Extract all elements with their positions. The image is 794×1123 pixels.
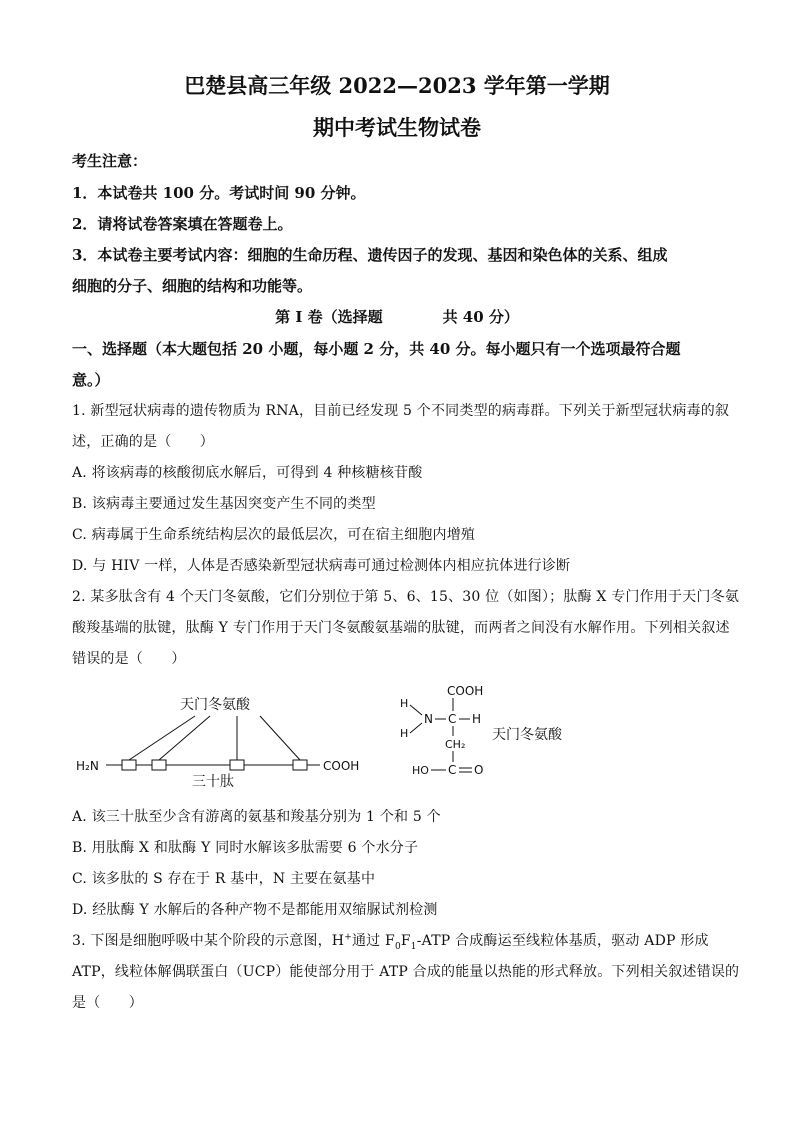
struct-c2: C	[448, 763, 457, 777]
section-instruction: 一、选择题（本大题包括 20 小题，每小题 2 分，共 40 分。每小题只有一个选项最符合题	[72, 340, 681, 358]
section-instruction: 意。）	[72, 371, 110, 389]
section-title: 第 I 卷（选择题 共 40 分）	[275, 308, 519, 326]
struct-ch2: CH₂	[445, 738, 466, 751]
residue-5-box	[122, 760, 136, 770]
question-1-option-a: A. 将该病毒的核酸彻底水解后，可得到 4 种核糖核苷酸	[72, 465, 423, 481]
struct-h-bottom: H	[400, 727, 409, 740]
question-3-stem: ATP，线粒体解偶联蛋白（UCP）能使部分用于 ATP 合成的能量以热能的形式释放。下列相关叙述错误的	[72, 964, 740, 980]
exam-title-line1: 巴楚县高三年级 2022—2023 学年第一学期	[184, 73, 610, 98]
question-2-stem: 酸羧基端的肽键，肽酶 Y 专门作用于天门冬氨酸氨基端的肽键，而两者之间没有水解作用。下列相关叙述	[72, 620, 730, 636]
residue-6-box	[152, 760, 166, 770]
superscript: +	[344, 932, 352, 943]
question-2-option-d: D. 经肽酶 Y 水解后的各种产物不是都能用双缩脲试剂检测	[72, 902, 438, 918]
notice-item: 3．本试卷主要考试内容：细胞的生命历程、遗传因子的发现、基因和染色体的关系、组成	[72, 246, 668, 264]
question-1-option-b: B. 该病毒主要通过发生基因突变产生不同的类型	[72, 496, 376, 512]
n-terminus-label: H₂N	[76, 759, 99, 773]
c-terminus-label: COOH	[323, 759, 360, 773]
struct-h-right: H	[472, 712, 482, 726]
question-1-option-c: C. 病毒属于生命系统结构层次的最低层次，可在宿主细胞内增殖	[72, 527, 476, 543]
question-2-stem: 错误的是（ ）	[72, 651, 186, 667]
notice-item: 2．请将试卷答案填在答题卷上。	[72, 215, 293, 233]
question-2-option-b: B. 用肽酶 X 和肽酶 Y 同时水解该多肽需要 6 个水分子	[72, 840, 419, 856]
stem-text: 通过 F	[351, 933, 395, 949]
exam-title-line2: 期中考试生物试卷	[313, 115, 481, 140]
structure-aspartic-acid-label: 天门冬氨酸	[492, 727, 562, 743]
bond-line	[410, 705, 422, 715]
stem-text: F	[400, 933, 411, 949]
pointer-line	[260, 716, 300, 760]
question-3-stem: 是（ ）	[72, 995, 143, 1011]
question-2-option-c: C. 该多肽的 S 存在于 R 基中，N 主要在氨基中	[72, 871, 376, 887]
struct-h-top: H	[400, 697, 409, 710]
bond-line	[410, 723, 422, 733]
question-3-stem	[72, 930, 709, 952]
struct-ho: HO	[412, 764, 429, 777]
notice-item: 1．本试卷共 100 分。考试时间 90 分钟。	[72, 184, 366, 202]
question-1-option-d: D. 与 HIV 一样，人体是否感染新型冠状病毒可通过检测体内相应抗体进行诊断	[72, 558, 571, 574]
aspartic-acid-label: 天门冬氨酸	[180, 697, 250, 713]
subscript: 1	[410, 941, 417, 952]
question-1-stem: 1. 新型冠状病毒的遗传物质为 RNA，目前已经发现 5 个不同类型的病毒群。下列关于新型冠状病毒的叙	[72, 403, 730, 419]
subscript: 0	[394, 941, 401, 952]
notice-heading: 考生注意：	[72, 152, 148, 170]
residue-15-box	[230, 760, 244, 770]
peptide-figure	[60, 678, 580, 798]
struct-cooh: COOH	[447, 684, 484, 698]
struct-c: C	[448, 712, 457, 726]
residue-30-box	[293, 760, 307, 770]
question-2-option-a: A. 该三十肽至少含有游离的氨基和羧基分别为 1 个和 5 个	[72, 809, 441, 825]
notice-item: 细胞的分子、细胞的结构和功能等。	[72, 277, 313, 295]
tripeptide-chain-label: 三十肽	[192, 774, 234, 790]
stem-text: -ATP 合成酶运至线粒体基质，驱动 ADP 形成	[416, 933, 709, 949]
question-2-stem: 2. 某多肽含有 4 个天门冬氨酸，它们分别位于第 5、6、15、30 位（如图）；肽酶 X 专门作用于天门冬氨	[72, 589, 740, 605]
struct-n: N	[424, 712, 433, 726]
question-1-stem: 述，正确的是（ ）	[72, 434, 214, 450]
struct-o: O	[474, 763, 484, 777]
stem-text: 3. 下图是细胞呼吸中某个阶段的示意图，H	[72, 933, 345, 949]
